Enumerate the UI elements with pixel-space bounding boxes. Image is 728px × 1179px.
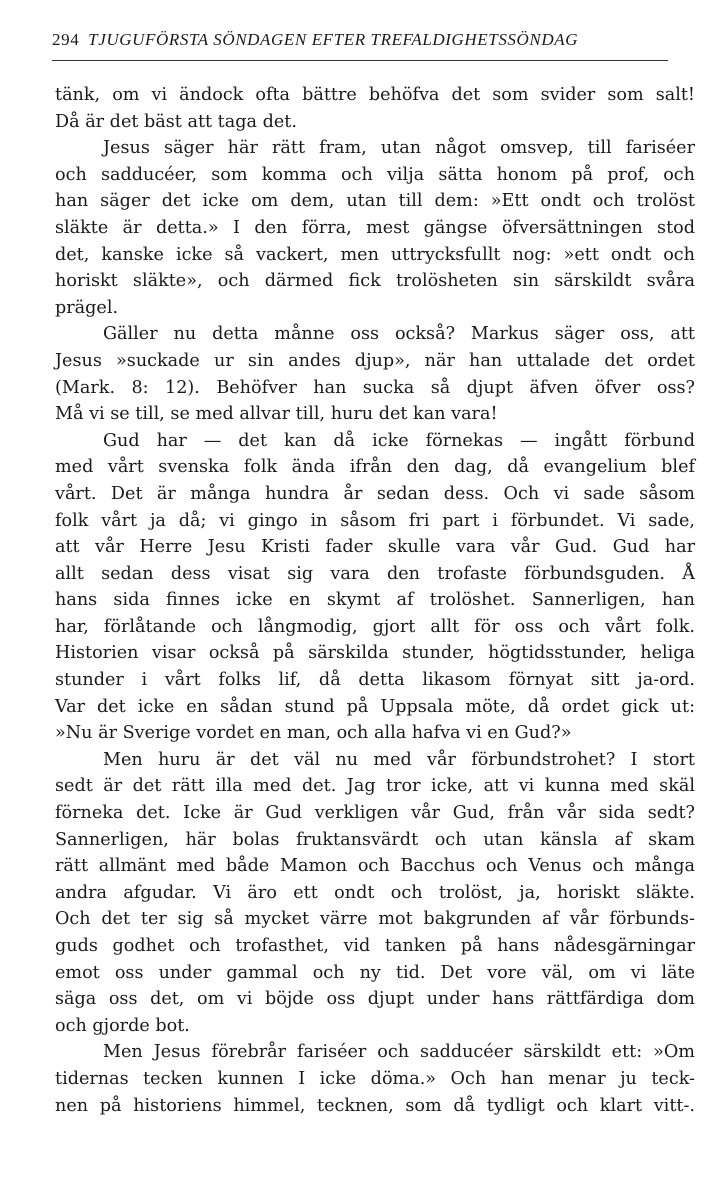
text-line: rätt allmänt med både Mamon och Bacchus och Venus och många (55, 856, 695, 877)
text-line: och sadducéer, som komma och vilja sätta honom på prof, och (55, 164, 695, 185)
text-line: folk vårt ja då; vi gingo in såsom fri part i förbundet. Vi sade, (55, 510, 695, 531)
text-line: Gud har — det kan då icke förnekas — ingått förbund (103, 430, 695, 451)
text-line: säga oss det, om vi böjde oss djupt under hans rättfärdiga dom (55, 989, 695, 1010)
header-rule (52, 60, 668, 61)
text-line: Jesus »suckade ur sin andes djup», när han uttalade det ordet (55, 350, 695, 371)
text-line: (Mark. 8: 12). Behöfver han sucka så djupt äfven öfver oss? (55, 377, 695, 398)
body-text (55, 82, 695, 1119)
text-line: Men Jesus förebrår fariséer och sadducéer särskildt ett: »Om (103, 1042, 695, 1063)
text-line: att vår Herre Jesu Kristi fader skulle vara vår Gud. Gud har (55, 537, 695, 558)
text-line: Var det icke en sådan stund på Uppsala möte, då ordet gick ut: (55, 696, 695, 717)
text-line: Gäller nu detta månne oss också? Markus säger oss, att (103, 324, 695, 345)
text-line: Och det ter sig så mycket värre mot bakgrunden af vår förbunds- (55, 909, 695, 930)
text-line: och gjorde bot. (55, 1015, 190, 1036)
text-line: han säger det icke om dem, utan till dem: »Ett ondt och trolöst (55, 191, 695, 212)
text-line: släkte är detta.» I den förra, mest gängse öfversättningen stod (55, 217, 695, 238)
text-line: med vårt svenska folk ända ifrån den dag, då evangelium blef (55, 457, 695, 478)
text-line: Historien visar också på särskilda stunder, högtidsstunder, heliga (55, 643, 695, 664)
text-line: Men huru är det väl nu med vår förbundstrohet? I stort (103, 749, 695, 770)
text-line: tänk, om vi ändock ofta bättre behöfva det som svider som salt! (55, 85, 695, 105)
text-line: »Nu är Sverige vordet en man, och alla hafva vi en Gud?» (55, 723, 572, 744)
text-line: prägel. (55, 297, 119, 318)
text-line: vårt. Det är många hundra år sedan dess. Och vi sade såsom (55, 483, 695, 504)
text-line: horiskt släkte», och därmed fick trolösheten sin särskildt svåra (55, 271, 695, 292)
text-line: förneka det. Icke är Gud verkligen vår Gud, från vår sida sedt? (55, 803, 695, 824)
text-line: nen på historiens himmel, tecknen, som då tydligt och klart vitt-. (55, 1095, 695, 1116)
text-line: Sannerligen, här bolas fruktansvärdt och utan känsla af skam (55, 829, 695, 850)
page-number: 294 (52, 30, 80, 49)
text-line: allt sedan dess visat sig vara den trofaste förbundsguden. Å (55, 563, 695, 584)
text-line: guds godhet och trofasthet, vid tanken på hans nådesgärningar (55, 936, 695, 956)
text-line: hans sida finnes icke en skymt af trolöshet. Sannerligen, han (55, 590, 695, 611)
text-line: tidernas tecken kunnen I icke döma.» Och han menar ju teck- (55, 1068, 695, 1089)
text-line: emot oss under gammal och ny tid. Det vore väl, om vi läte (55, 962, 695, 983)
text-line: Må vi se till, se med allvar till, huru det kan vara! (55, 404, 498, 425)
text-line: andra afgudar. Vi äro ett ondt och trolöst, ja, horiskt släkte. (55, 882, 695, 903)
running-head (52, 30, 672, 54)
text-line: har, förlåtande och långmodig, gjort allt för oss och vårt folk. (55, 616, 695, 637)
text-line: det, kanske icke så vackert, men uttrycksfullt nog: »ett ondt och (55, 244, 695, 265)
text-line: Jesus säger här rätt fram, utan något omsvep, till fariséer (103, 138, 695, 159)
text-line: stunder i vårt folks lif, då detta likasom förnyat sitt ja-ord. (55, 670, 695, 691)
text-line: sedt är det rätt illa med det. Jag tror icke, att vi kunna med skäl (55, 776, 695, 797)
running-head-title: TJUGUFÖRSTA SÖNDAGEN EFTER TREFALDIGHETSSÖNDAG (88, 30, 579, 49)
text-line: Då är det bäst att taga det. (55, 111, 297, 132)
